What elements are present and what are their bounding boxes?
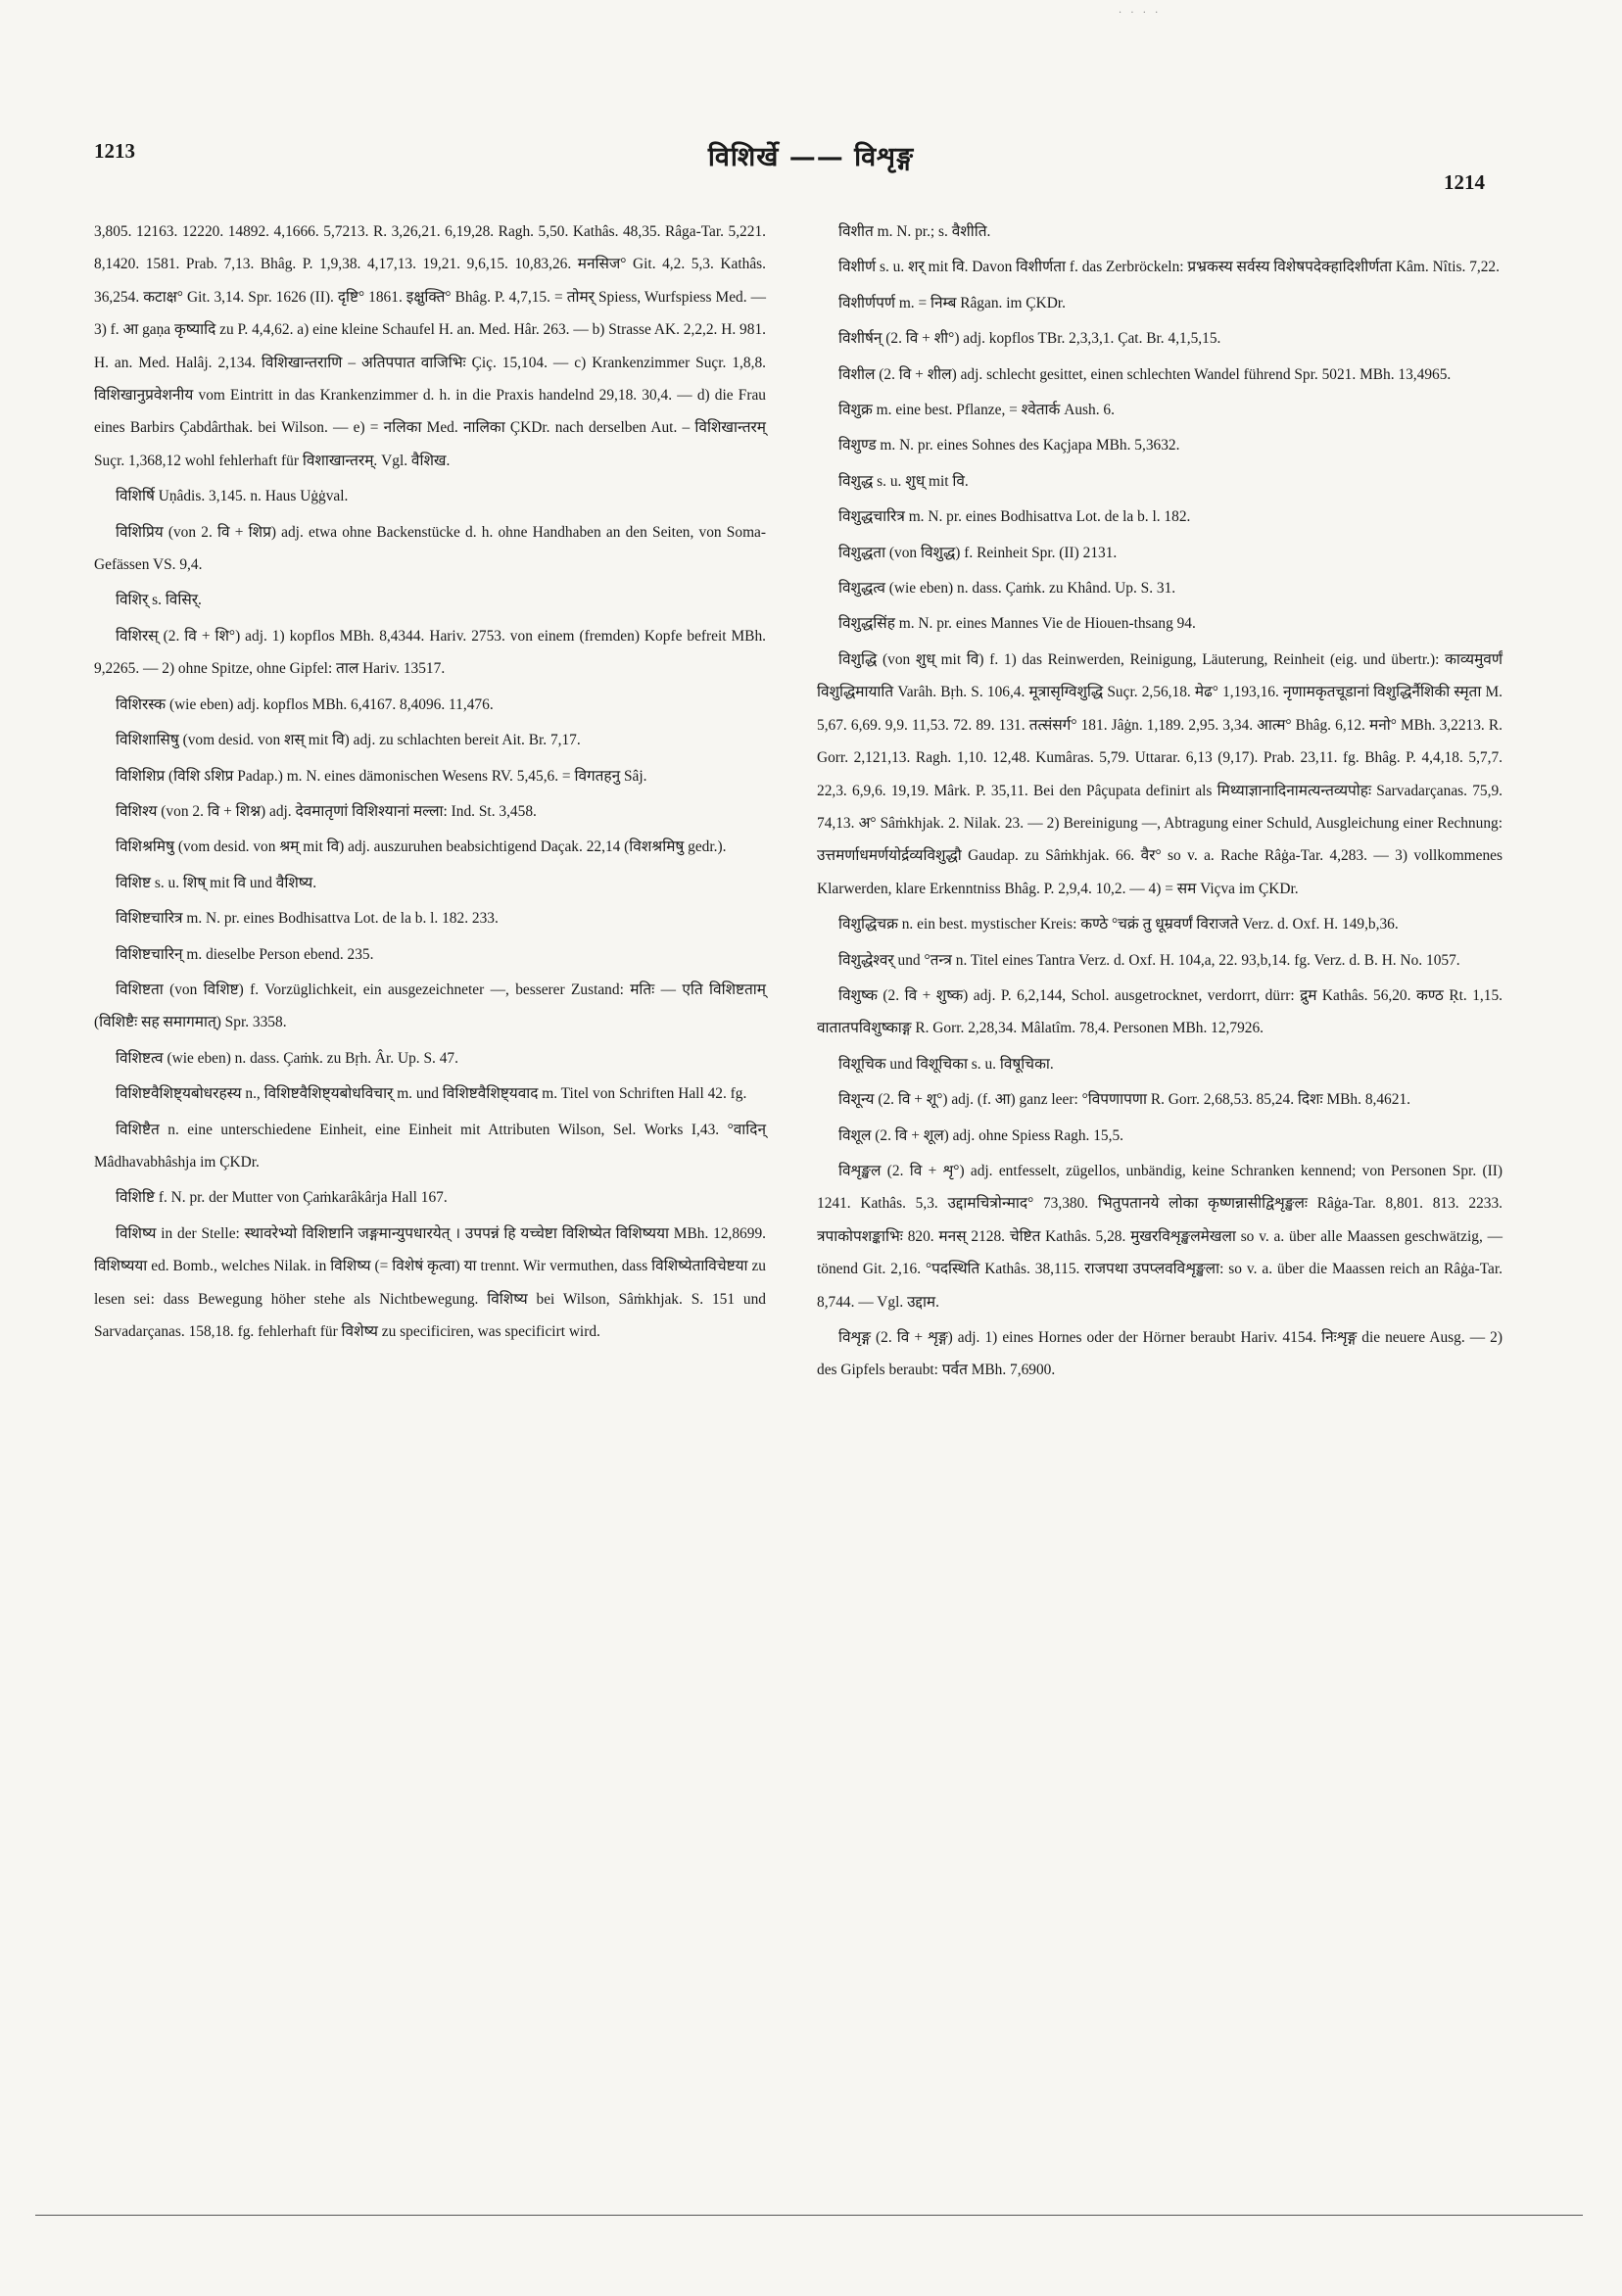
dictionary-entry: विशिष्टचारित्र m. N. pr. eines Bodhisattva Lot. de la b. l. 182. 233. <box>116 910 499 928</box>
dictionary-entry: विशृङ्खल (2. वि + शृ°) adj. entfesselt, zügellos, unbändig, keine Schranken kennend; von Personen Spr. (II) 1241. Kathâs. 5,3. उद्दामचित्रोन्माद° 73,380. भितुपतानये लोका कृष्णन्नासीद्विशृङ्खलः Râġa-Tar. 8,801. 813. 2233. त्रपाकोपशङ्काभिः 820. मनस् 2128. चेष्टित Kathâs. 5,28. मुखरविशृङ्खलमेखला so v. a. über alle Maassen geschwätzig, — tönend Git. 2,16. °पदस्थिति Kathâs. 38,115. राजपथा उपप्लवविशृङ्खला: so v. a. über die Maassen reich an Râġa-Tar. 8,744. — Vgl. उद्दाम. <box>817 1162 1503 1311</box>
dictionary-entry: विशिष्ट s. u. शिष् mit वि und वैशिष्य. <box>116 874 317 891</box>
page-title: विशिर्खे —— विशृङ्ग <box>707 142 915 172</box>
dictionary-entry: विशिरस् (2. वि + शि°) adj. 1) kopflos MBh. 8,4344. Hariv. 2753. von einem (fremden) Kopfe befreit MBh. 9,2265. — 2) ohne Spitze, ohne Gipfel: ताल Hariv. 13517. <box>94 627 766 678</box>
dictionary-entry: विशूचिक und विशूचिका s. u. विषूचिका. <box>838 1055 1054 1073</box>
dictionary-entry: विशुद्धेश्वर् und °तन्त्र n. Titel eines Tantra Verz. d. Oxf. H. 104,a, 22. 93,b,14. fg. Verz. d. B. H. No. 1057. <box>838 951 1460 969</box>
page-number-left: 1213 <box>94 139 135 163</box>
page-number-right: 1214 <box>1444 170 1485 194</box>
dictionary-entry: विशिष्टैत n. eine unterschiedene Einheit, eine Einheit mit Attributen Wilson, Sel. Works I,43. °वादिन् Mâdhavabhâshja im ÇKDr. <box>94 1121 766 1171</box>
dictionary-entry: विशिर्षि Uṇâdis. 3,145. n. Haus Uġġval. <box>116 488 349 505</box>
dictionary-entry: विशिश्रमिषु (vom desid. von श्रम् mit वि) adj. auszuruhen beabsichtigend Daçak. 22,14 (विशश्रमिषु gedr.). <box>116 838 727 856</box>
dictionary-entry: विशिशासिषु (vom desid. von शस् mit वि) adj. zu schlachten bereit Ait. Br. 7,17. <box>116 732 581 749</box>
dictionary-entry: विशिष्टचारिन् m. dieselbe Person ebend. 235. <box>116 945 374 963</box>
dictionary-entry: विशुद्धत्व (wie eben) n. dass. Çaṁk. zu Khând. Up. S. 31. <box>838 580 1176 598</box>
left-column <box>94 215 766 1351</box>
dictionary-entry: विशूल (2. वि + शूल) adj. ohne Spiess Ragh. 15,5. <box>838 1126 1124 1144</box>
dictionary-entry: विशिशिप्र (विशि ऽशिप्र Padap.) m. N. eines dämonischen Wesens RV. 5,45,6. = विगतहनु Sâj. <box>116 767 647 785</box>
dictionary-entry: विशुद्ध s. u. शुध् mit वि. <box>838 472 969 490</box>
dictionary-entry: विशुष्क (2. वि + शुष्क) adj. P. 6,2,144, Schol. ausgetrocknet, verdorrt, dürr: द्रुम Kathâs. 56,20. कण्ठ Ṛt. 1,15. वातातपविशुष्काङ्ग R. Gorr. 2,28,34. Mâlatîm. 78,4. Personen MBh. 12,7926. <box>817 986 1503 1037</box>
dictionary-entry: विशिश्य (von 2. वि + शिश्न) adj. देवमातृणां विशिश्यानां मल्ला: Ind. St. 3,458. <box>116 802 537 820</box>
dictionary-entry: विशिष्टि f. N. pr. der Mutter von Çaṁkarâkârja Hall 167. <box>116 1189 448 1207</box>
dictionary-entry: विशिष्टत्व (wie eben) n. dass. Çaṁk. zu Bṛh. Âr. Up. S. 47. <box>116 1049 458 1067</box>
dictionary-entry: विशुद्धचारित्र m. N. pr. eines Bodhisattva Lot. de la b. l. 182. <box>838 508 1191 526</box>
dictionary-entry: विशील (2. वि + शील) adj. schlecht gesittet, einen schlechten Wandel führend Spr. 5021. MBh. 13,4965. <box>838 365 1452 383</box>
dictionary-entry: विशून्य (2. वि + शू°) adj. (f. आ) ganz leer: °विपणापणा R. Gorr. 2,68,53. 85,24. दिशः MBh. 8,4621. <box>838 1091 1410 1109</box>
dictionary-entry: विशिरस्क (wie eben) adj. kopflos MBh. 6,4167. 8,4096. 11,476. <box>116 695 494 713</box>
dictionary-entry: विशीत m. N. pr.; s. वैशीति. <box>838 223 991 240</box>
dictionary-entry: विशुद्धि (von शुध् mit वि) f. 1) das Reinwerden, Reinigung, Läuterung, Reinheit (eig. und übertr.): काव्यमुवर्णं विशुद्धिमायाति Varâh. Bṛh. S. 106,4. मूत्रासृग्विशुद्धि Suçr. 2,56,18. मेढ° 1,193,16. नृणामकृतचूडानां विशुद्धिर्नैशिकी स्मृता M. 5,67. 6,69. 9,9. 11,53. 72. 89. 131. तत्संसर्ग° 181. Jâġn. 1,189. 2,95. 3,34. आत्म° Bhâg. 6,12. मनो° MBh. 3,2213. R. Gorr. 2,121,13. Ragh. 1,10. 12,48. Kumâras. 5,79. Uttarar. 6,13 (9,17). Prab. 23,11. fg. Bhâg. P. 4,4,18. 5,7,7. 22,3. 6,9,6. 19,19. Mârk. P. 35,11. Bei den Pâçupata definirt als मिथ्याज्ञानादिनामत्यन्तव्यपोहः Sarvadarçanas. 75,9. 74,13. अ° Sâṁkhjak. 2. Nilak. 23. — 2) Bereinigung —, Abtragung einer Schuld, Ausgleichung einer Rechnung: उत्तमर्णाधमर्णयोर्द्रव्यविशुद्धौ Gaudap. zu Sâṁkhjak. 66. वैर° so v. a. Rache Râġa-Tar. 4,283. — 3) vollkommenes Klarwerden, klare Erkenntniss Bhâg. P. 2,9,4. 10,2. — 4) = सम Viçva im ÇKDr. <box>817 650 1503 897</box>
bottom-rule <box>35 2215 1583 2216</box>
dictionary-entry: विशीर्णपर्ण m. = निम्ब Râgan. im ÇKDr. <box>838 294 1066 311</box>
dictionary-entry: विशुद्धता (von विशुद्ध) f. Reinheit Spr. (II) 2131. <box>838 544 1118 561</box>
dictionary-entry: विशिष्य in der Stelle: स्थावरेभ्यो विशिष्टानि जङ्गमान्युपधारयेत् । उपपन्नं हि यच्चेष्टा विशिष्येत विशिष्यया MBh. 12,8699. विशिष्यया ed. Bomb., welches Nilak. in विशिष्य (= विशेषं कृत्वा) या trennt. Wir vermuthen, dass विशिष्येताविचेष्टया zu lesen sei: dass Bewegung höher stehe als Nichtbewegung. विशिष्य bei Wilson, Sâṁkhjak. S. 151 und Sarvadarçanas. 158,18. fg. fehlerhaft für विशेष्य zu specificiren, was specificirt wird. <box>94 1224 766 1340</box>
dictionary-entry: विशुण्ड m. N. pr. eines Sohnes des Kaçjapa MBh. 5,3632. <box>838 437 1180 454</box>
dictionary-entry: विशुद्धिचक्र n. ein best. mystischer Kreis: कण्ठे °चक्रं तु धूम्रवर्णं विराजते Verz. d. Oxf. H. 149,b,36. <box>838 916 1399 933</box>
dictionary-entry: विशुक्र m. eine best. Pflanze, = श्वेतार्क Aush. 6. <box>838 402 1115 419</box>
top-marks: · · · · <box>1119 8 1162 19</box>
dictionary-entry: विशुद्धसिंह m. N. pr. eines Mannes Vie de Hiouen-thsang 94. <box>838 615 1196 633</box>
dictionary-entry: विशिष्टवैशिष्ट्यबोधरहस्य n., विशिष्टवैशिष्ट्यबोधविचार् m. und विशिष्टवैशिष्ट्यवाद m. Titel von Schriften Hall 42. fg. <box>116 1085 747 1103</box>
dictionary-entry: विशिष्टता (von विशिष्ट) f. Vorzüglichkeit, ein ausgezeichneter —, besserer Zustand: मतिः — एति विशिष्टताम् (विशिष्टैः सह समागमात्) Spr. 3358. <box>94 981 766 1031</box>
dictionary-entry: विशिप्रिय (von 2. वि + शिप्र) adj. etwa ohne Backenstücke d. h. ohne Handhaben an den Seiten, von Soma-Gefässen VS. 9,4. <box>94 523 766 574</box>
dictionary-entry: विशीर्षन् (2. वि + शी°) adj. kopflos TBr. 2,3,3,1. Çat. Br. 4,1,5,15. <box>838 330 1221 348</box>
dictionary-entry: विशृङ्ग (2. वि + शृङ्ग) adj. 1) eines Hornes oder der Hörner beraubt Hariv. 4154. निःशृङ्ग die neuere Ausg. — 2) des Gipfels beraubt: पर्वत MBh. 7,6900. <box>817 1329 1503 1379</box>
right-column <box>817 215 1503 1390</box>
dictionary-entry: विशीर्ण s. u. शर् mit वि. Davon विशीर्णता f. das Zerbröckeln: प्रभ्रकस्य सर्वस्य विशेषपदेक्हादिशीर्णता Kâm. Nîtis. 7,22. <box>838 259 1500 276</box>
dictionary-entry: 3,805. 12163. 12220. 14892. 4,1666. 5,7213. R. 3,26,21. 6,19,28. Ragh. 5,50. Kathâs. 48,35. Râga-Tar. 5,221. 8,1420. 1581. Prab. 7,13. Bhâg. P. 1,9,38. 4,17,13. 19,21. 9,6,15. 10,83,26. मनसिज° Git. 4,2. 5,3. Kathâs. 36,254. कटाक्ष° Git. 3,14. Spr. 1626 (II). दृष्टि° 1861. इक्षुक्ति° Bhâg. P. 4,7,15. = तोमर् Spiess, Wurfspiess Med. — 3) f. आ gaṇa कृष्यादि zu P. 4,4,62. a) eine kleine Schaufel H. an. Med. Hâr. 263. — b) Strasse AK. 2,2,2. H. 981. H. an. Med. Halâj. 2,134. विशिखान्तराणि – अतिपपात वाजिभिः Çiç. 15,104. — c) Krankenzimmer Suçr. 1,8,8. विशिखानुप्रवेशनीय vom Eintritt in das Krankenzimmer d. h. in die Praxis handelnd 29,18. 30,4. — d) die Frau eines Barbirs Çabdârthak. bei Wilson. — e) = नलिका Med. नालिका ÇKDr. nach derselben Aut. – विशिखान्तरम् Suçr. 1,368,12 wohl fehlerhaft für विशाखान्तरम्. Vgl. वैशिख. <box>94 223 766 469</box>
dictionary-entry: विशिर् s. विसिर्. <box>116 592 202 609</box>
